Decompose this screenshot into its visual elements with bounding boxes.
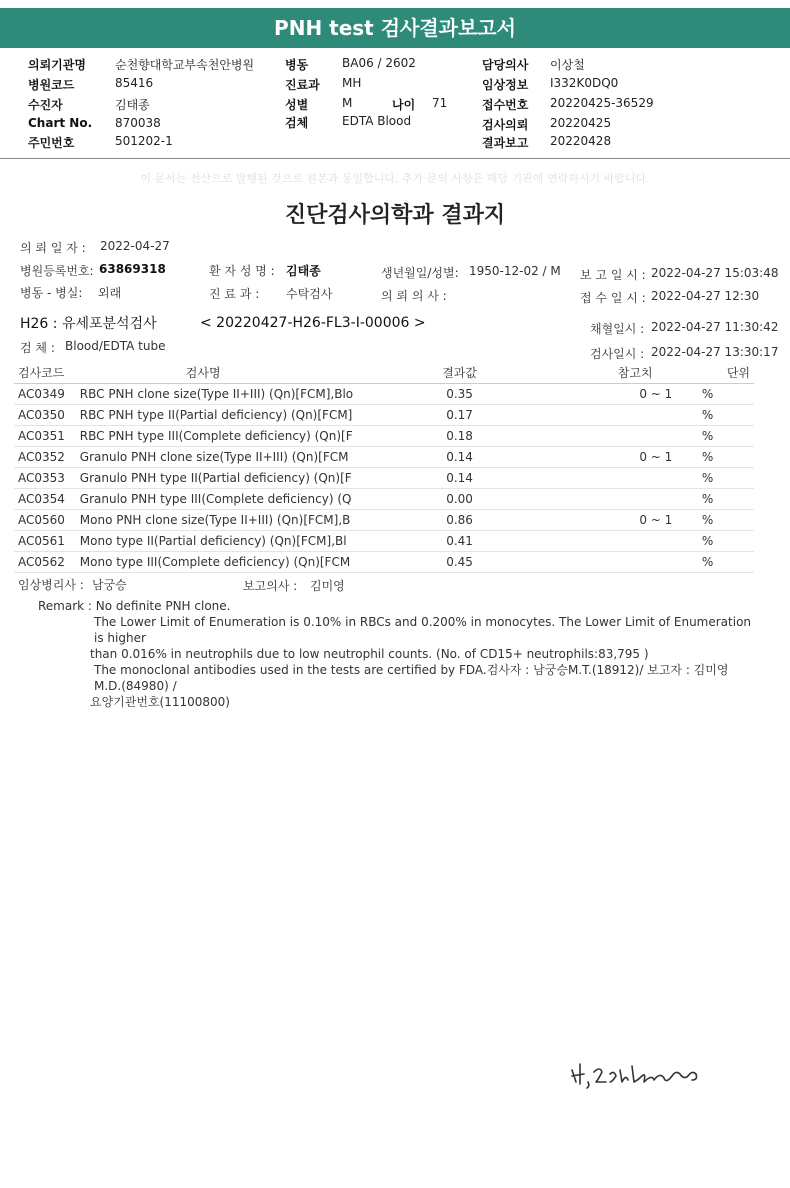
header-value-request: 20220425 — [550, 116, 612, 130]
header-label-specimen: 검체 — [285, 116, 309, 130]
cell-name: RBC PNH type III(Complete deficiency) (Qn)[F — [76, 426, 442, 447]
cell-value: 0.14 — [442, 468, 614, 489]
results-table — [14, 362, 754, 573]
remark-line: The monoclonal antibodies used in the tests are certified by FDA.검사자 : 남궁승M.T.(18912)/ 보고자 : 김미영 M.D.(84980) / — [94, 663, 729, 693]
table-row — [14, 510, 754, 531]
cell-value: 0.35 — [442, 384, 614, 405]
cell-unit: % — [698, 405, 754, 426]
report-banner-title: PNH test 검사결과보고서 — [0, 8, 790, 48]
collect-date-label: 채혈일시 : — [590, 322, 645, 336]
cell-ref: 0 ~ 1 — [614, 384, 698, 405]
reg-no-label: 병원등록번호: — [20, 264, 94, 278]
table-row — [14, 468, 754, 489]
receipt-date-label: 접 수 일 시 : — [580, 291, 646, 305]
request-date-label: 의 뢰 일 자 : — [20, 241, 86, 255]
birth-sex-label: 생년월일/성별: — [381, 266, 459, 280]
cell-unit: % — [698, 489, 754, 510]
cell-unit: % — [698, 426, 754, 447]
table-row — [14, 531, 754, 552]
header-label-sex: 성별 — [285, 98, 309, 112]
reporting-doctor-label: 보고의사 : — [243, 579, 298, 593]
header-value-age: 71 — [432, 96, 448, 110]
cell-name: Granulo PNH type III(Complete deficiency) (Q — [76, 489, 442, 510]
cell-name: Granulo PNH type II(Partial deficiency) (Qn)[F — [76, 468, 442, 489]
specimen-label: 검 체 : — [20, 341, 55, 355]
cell-ref: 0 ~ 1 — [614, 510, 698, 531]
cell-code: AC0354 — [14, 489, 76, 510]
cell-name: Mono type II(Partial deficiency) (Qn)[FCM],Bl — [76, 531, 442, 552]
cell-unit: % — [698, 468, 754, 489]
header-label-result-report: 결과보고 — [482, 136, 529, 150]
receipt-date-value: 2022-04-27 12:30 — [651, 289, 760, 303]
remark-line: The Lower Limit of Enumeration is 0.10% in RBCs and 0.200% in monocytes. The Lower Limit of Enumeration is higher — [94, 615, 752, 645]
header-value-result-report: 20220428 — [550, 134, 612, 148]
header-label-dept: 진료과 — [285, 78, 320, 92]
cell-ref — [614, 552, 698, 573]
clinical-pathologist-label: 임상병리사 : — [18, 578, 84, 592]
cell-code: AC0353 — [14, 468, 76, 489]
header-value-dept: MH — [342, 76, 362, 90]
cell-name: Granulo PNH clone size(Type II+III) (Qn)[FCM — [76, 447, 442, 468]
patient-name-value: 김태종 — [286, 264, 321, 278]
header-label-chart-no: Chart No. — [28, 116, 93, 130]
header-label-age: 나이 — [392, 98, 416, 112]
cell-ref: 0 ~ 1 — [614, 447, 698, 468]
report-date-value: 2022-04-27 15:03:48 — [651, 266, 779, 280]
cell-code: AC0349 — [14, 384, 76, 405]
header-value-specimen: EDTA Blood — [342, 114, 412, 128]
faded-notice: 이 문서는 전산으로 발행된 것으로 원본과 동일합니다. 추가 문의 사항은 해당 기관에 연락하시기 바랍니다. — [140, 172, 650, 185]
header-value-hospital-code: 85416 — [115, 76, 154, 90]
cell-unit: % — [698, 447, 754, 468]
cell-name: Mono PNH clone size(Type II+III) (Qn)[FCM],B — [76, 510, 442, 531]
header-value: 결과값 — [442, 362, 614, 384]
cell-value: 0.41 — [442, 531, 614, 552]
header-ref: 참고치 — [614, 362, 698, 384]
cell-value: 0.45 — [442, 552, 614, 573]
header-label-hospital-code: 병원코드 — [28, 78, 75, 92]
cell-value: 0.14 — [442, 447, 614, 468]
header-value-chart-no: 870038 — [115, 116, 161, 130]
cell-unit: % — [698, 384, 754, 405]
cell-unit: % — [698, 510, 754, 531]
remark-line: than 0.016% in neutrophils due to low neutrophil counts. (No. of CD15+ neutrophils:83,795 ) — [90, 647, 649, 661]
cell-ref — [614, 468, 698, 489]
ward-label: 병동 - 병실: — [20, 286, 83, 300]
table-row — [14, 426, 754, 447]
reg-no-value: 63869318 — [99, 262, 166, 276]
cell-value: 0.18 — [442, 426, 614, 447]
cell-code: AC0562 — [14, 552, 76, 573]
cell-ref — [614, 426, 698, 447]
table-header-row — [14, 362, 754, 384]
cell-name: RBC PNH clone size(Type II+III) (Qn)[FCM],Blo — [76, 384, 442, 405]
header-label-request: 검사의뢰 — [482, 118, 529, 132]
cell-name: RBC PNH type II(Partial deficiency) (Qn)[FCM] — [76, 405, 442, 426]
header-value-patient: 김태종 — [115, 98, 150, 112]
header-label-patient: 수진자 — [28, 98, 63, 112]
dept-value: 수탁검사 — [286, 287, 333, 301]
request-date-value: 2022-04-27 — [100, 239, 170, 253]
patient-name-label: 환 자 성 명 : — [209, 264, 275, 278]
remark-block — [38, 598, 758, 710]
cell-value: 0.00 — [442, 489, 614, 510]
dept-label: 진 료 과 : — [209, 287, 260, 301]
header-value-doctor: 이상철 — [550, 58, 585, 72]
birth-sex-value: 1950-12-02 / M — [469, 264, 561, 278]
header-code: 검사코드 — [14, 362, 76, 384]
remark-line: No definite PNH clone. — [95, 599, 231, 613]
header-value-clinical-info: I332K0DQ0 — [550, 76, 619, 90]
table-row — [14, 552, 754, 573]
header-value-institution: 순천향대학교부속천안병원 — [115, 58, 255, 72]
header-value-resident-no: 501202-1 — [115, 134, 173, 148]
header-unit: 단위 — [698, 362, 754, 384]
cell-unit: % — [698, 531, 754, 552]
ward-value: 외래 — [98, 286, 122, 300]
header-label-receipt-no: 접수번호 — [482, 98, 529, 112]
handwritten-signature — [568, 1052, 728, 1092]
header-name: 검사명 — [76, 362, 442, 384]
cell-ref — [614, 531, 698, 552]
header-label-ward: 병동 — [285, 58, 309, 72]
remark-line: 요양기관번호(11100800) — [90, 695, 230, 709]
report-header-info — [0, 54, 790, 156]
cell-unit: % — [698, 552, 754, 573]
cell-value: 0.17 — [442, 405, 614, 426]
table-row — [14, 405, 754, 426]
collect-date-value: 2022-04-27 11:30:42 — [651, 320, 779, 334]
header-label-institution: 의뢰기관명 — [28, 58, 86, 72]
remark-label: Remark : — [38, 599, 92, 613]
document-title: 진단검사의학과 결과지 — [284, 203, 506, 228]
table-row — [14, 384, 754, 405]
test-date-value: 2022-04-27 13:30:17 — [651, 345, 779, 359]
header-value-sex: M — [342, 96, 353, 110]
header-label-doctor: 담당의사 — [482, 58, 529, 72]
header-value-receipt-no: 20220425-36529 — [550, 96, 654, 110]
test-date-label: 검사일시 : — [590, 347, 645, 361]
cell-code: AC0352 — [14, 447, 76, 468]
header-value-ward: BA06 / 2602 — [342, 56, 416, 70]
cell-name: Mono type III(Complete deficiency) (Qn)[FCM — [76, 552, 442, 573]
cell-ref — [614, 405, 698, 426]
cell-code: AC0560 — [14, 510, 76, 531]
cell-code: AC0351 — [14, 426, 76, 447]
cell-value: 0.86 — [442, 510, 614, 531]
doctor-label: 의 뢰 의 사 : — [381, 289, 447, 303]
section-id: < 20220427-H26-FL3-I-00006 > — [200, 315, 426, 331]
report-date-label: 보 고 일 시 : — [580, 268, 646, 282]
reporting-doctor-value: 김미영 — [310, 579, 345, 593]
cell-code: AC0350 — [14, 405, 76, 426]
cell-code: AC0561 — [14, 531, 76, 552]
section-title: H26 : 유세포분석검사 — [20, 316, 157, 332]
header-label-resident-no: 주민번호 — [28, 136, 75, 150]
clinical-pathologist-value: 남궁승 — [92, 578, 127, 592]
cell-ref — [614, 489, 698, 510]
specimen-value: Blood/EDTA tube — [65, 339, 166, 353]
header-label-clinical-info: 임상정보 — [482, 78, 529, 92]
header-divider — [0, 158, 790, 159]
table-row — [14, 489, 754, 510]
table-row — [14, 447, 754, 468]
